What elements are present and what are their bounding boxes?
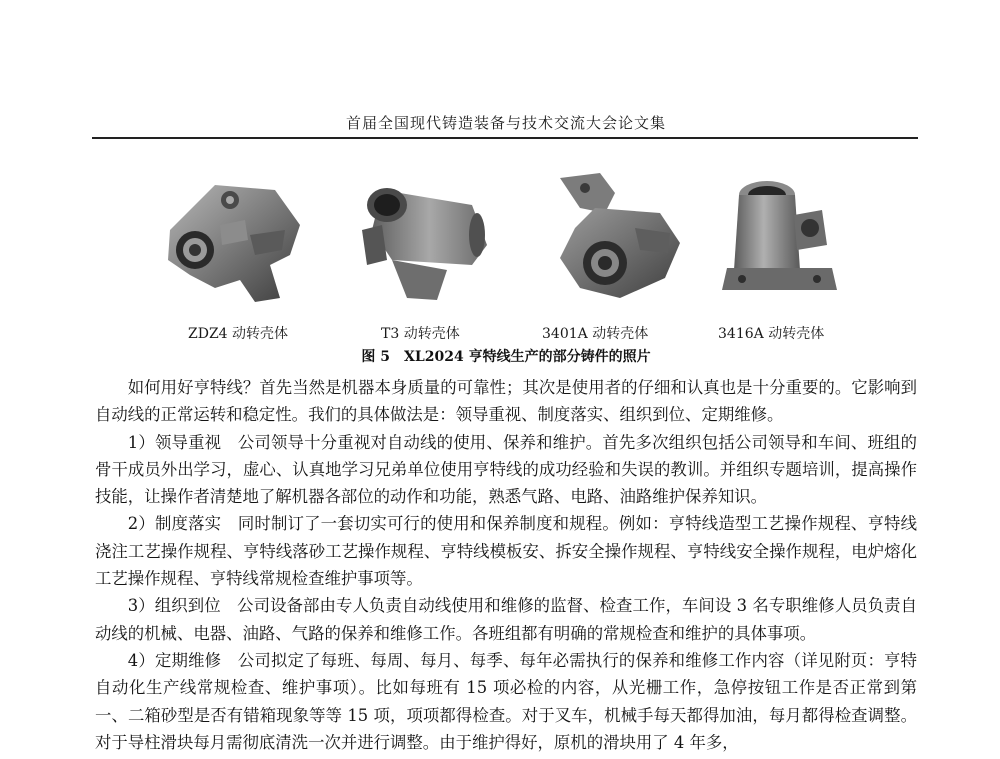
header-rule [92, 137, 918, 139]
paragraph-intro [95, 374, 917, 429]
paragraph-organization [95, 592, 917, 647]
paragraph-maintenance-lead: 4）定期维修 [127, 650, 238, 670]
photo-zdz4-housing [160, 170, 305, 305]
paragraph-maintenance-text: 公司拟定了每班、每周、每月、每季、每年必需执行的保养和维修工作内容（详见附页：亨特自动化生产线常规检查、维护事项）。比如每班有 15 项必检的内容，从光栅工作，急停按钮工作是否正常到第一、二箱砂型是否有错箱现象等等 15 项，项项都得检查。对于叉车，机械手每天都得加油，每月都得检查调整。对于导柱滑块每月需彻底清洗一次并进行调整。由于维护得好，原机的滑块用了 4 年多， [95, 650, 917, 752]
paragraph-organization-lead: 3）组织到位 [127, 596, 238, 616]
paragraph-leadership-text: 公司领导十分重视对自动线的使用、保养和维护。首先多次组织包括公司领导和车间、班组的骨干成员外出学习，虚心、认真地学习兄弟单位使用亨特线的成功经验和失误的教训。并组织专题培训，提高操作技能，让操作者清楚地了解机器各部位的动作和功能，熟悉气路、电路、油路维护保养知识。 [95, 432, 917, 507]
paragraph-intro-text: 如何用好亨特线？首先当然是机器本身质量的可靠性；其次是使用者的仔细和认真也是十分重要的。它影响到自动线的正常运转和稳定性。我们的具体做法是：领导重视、制度落实、组织到位、定期维修。 [95, 378, 917, 425]
paragraph-system-text: 同时制订了一套切实可行的使用和保养制度和规程。例如：亨特线造型工艺操作规程、亨特线浇注工艺操作规程、亨特线落砂工艺操作规程、亨特线模板安、拆安全操作规程、亨特线安全操作规程，电炉熔化工艺操作规程、亨特线常规检查维护事项等。 [95, 514, 917, 589]
photo-label-3416a: 3416A 动转壳体 [718, 326, 825, 342]
paragraph-maintenance [95, 647, 917, 756]
photo-t3-housing [352, 170, 492, 305]
paragraph-leadership-lead: 1）领导重视 [127, 432, 238, 452]
photo-3416a-housing [722, 170, 842, 310]
photo-label-t3: T3 动转壳体 [381, 326, 460, 342]
photo-label-3401a: 3401A 动转壳体 [542, 326, 649, 342]
paragraph-system-lead: 2）制度落实 [127, 514, 238, 534]
body-text [95, 374, 917, 756]
paragraph-system [95, 510, 917, 592]
photo-3401a-housing [540, 168, 685, 308]
paragraph-organization-text: 公司设备部由专人负责自动线使用和维修的监督、检查工作，车间设 3 名专职维修人员负责自动线的机械、电器、油路、气路的保养和维修工作。各班组都有明确的常规检查和维护的具体事项。 [95, 596, 917, 643]
photo-label-zdz4: ZDZ4 动转壳体 [188, 326, 289, 342]
figure-caption: 图 5 XL2024 亨特线生产的部分铸件的照片 [361, 349, 651, 365]
paragraph-leadership [95, 429, 917, 511]
running-header: 首届全国现代铸造装备与技术交流大会论文集 [345, 114, 666, 132]
